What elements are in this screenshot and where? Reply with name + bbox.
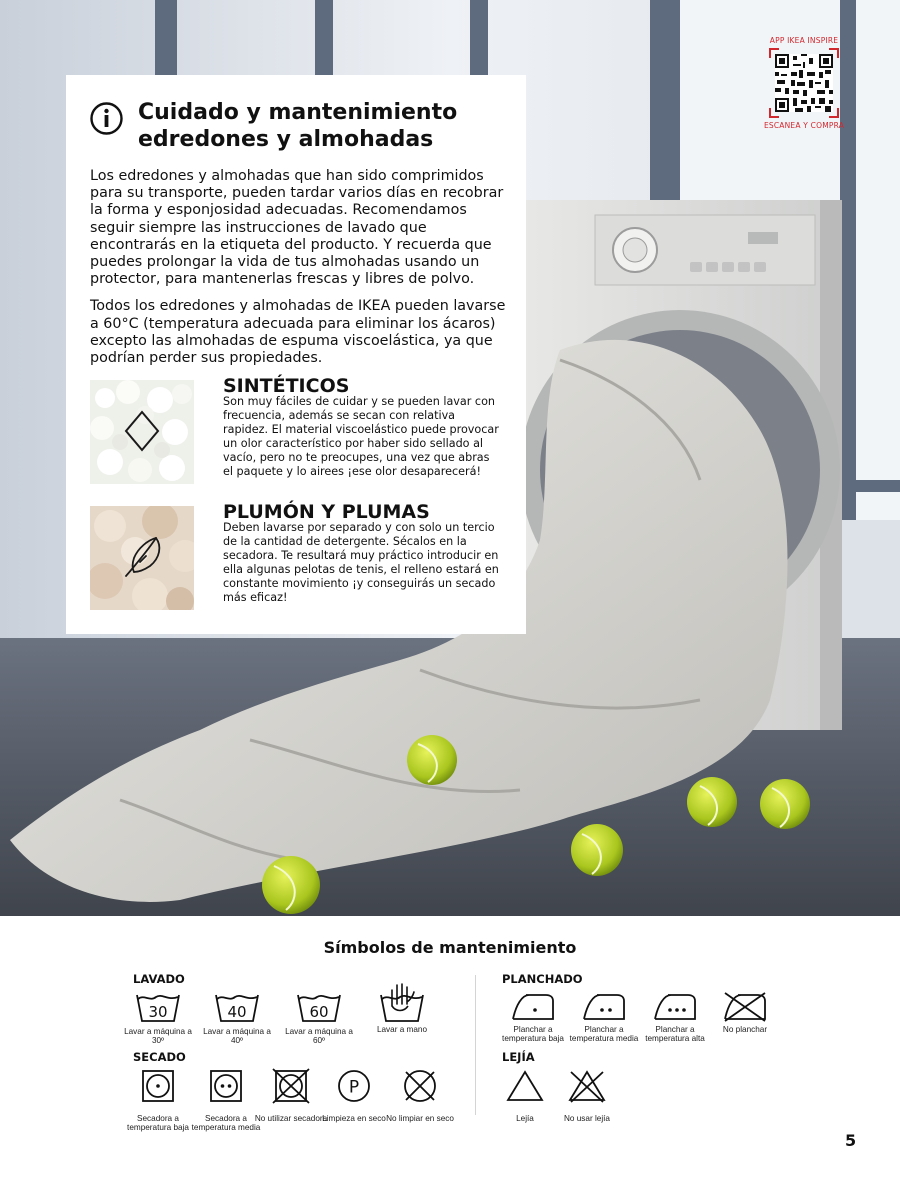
qr-code-block[interactable] (762, 36, 846, 130)
symbol-wash-60 (280, 990, 358, 1045)
svg-text:60: 60 (309, 1003, 329, 1021)
symbol-caption: Planchar a temperatura alta (645, 1025, 705, 1043)
feather-down-thumbnail (90, 506, 194, 610)
secado-label: SECADO (133, 1050, 186, 1064)
tumble-dry-medium-icon (206, 1068, 246, 1106)
iron-low-icon (510, 991, 556, 1023)
symbol-caption: No usar lejía (564, 1114, 610, 1123)
symbols-divider (475, 975, 476, 1115)
card-title: Cuidado y mantenimiento edredones y almohadas (138, 100, 458, 152)
no-tumble-dry-icon (271, 1068, 311, 1106)
dry-clean-p-icon (334, 1068, 374, 1106)
symbol-tumble-dry-low (119, 1068, 197, 1132)
wash-40-icon (213, 990, 261, 1024)
no-bleach-icon (567, 1068, 607, 1106)
symbol-caption: Planchar a temperatura baja (502, 1025, 564, 1043)
no-dry-clean-icon (400, 1068, 440, 1106)
info-icon (90, 102, 123, 135)
lavado-label: LAVADO (133, 972, 185, 986)
svg-text:30: 30 (148, 1003, 168, 1021)
section-plumon (90, 501, 510, 616)
svg-text:P: P (348, 1077, 360, 1098)
qr-pattern (775, 54, 833, 112)
symbol-caption: Lavar a máquina a 60º (285, 1027, 353, 1045)
intro-text (90, 168, 510, 367)
symbol-caption: No planchar (722, 1025, 768, 1034)
iron-medium-icon (581, 991, 627, 1023)
symbol-caption: Lavar a máquina a 30º (124, 1027, 192, 1045)
symbol-caption: Limpieza en seco (322, 1114, 386, 1123)
symbol-caption: Lavar a máquina a 40º (203, 1027, 271, 1045)
wash-60-icon (295, 990, 343, 1024)
symbol-caption: No utilizar secadora (254, 1114, 328, 1123)
hand-wash-icon (378, 982, 426, 1024)
symbol-caption: Secadora a temperatura baja (127, 1114, 189, 1132)
section-text: Deben lavarse por separado y con solo un tercio de la cantidad de detergente. Sécalos en la secadora. Te resultará muy práctico introducir en ella algunas pelotas de tenis, el relleno estará en constante movimiento ¡y conseguirás un secado más eficaz! (223, 521, 499, 604)
wash-30-icon (134, 990, 182, 1024)
section-sinteticos (90, 375, 510, 490)
iron-high-icon (652, 991, 698, 1023)
symbols-title: Símbolos de mantenimiento (323, 938, 577, 957)
no-iron-icon (722, 991, 768, 1023)
svg-text:40: 40 (227, 1003, 247, 1021)
intro-paragraph: Los edredones y almohadas que han sido comprimidos para su transporte, pueden tardar varios días en recobrar la forma y esponjosidad adecuadas. Recomendamos seguir siempre las instrucciones de lavado que encontrarás en la etiqueta del producto. Y recuerda que puedes prolongar la vida de tus almohadas usando un protector, para mantenerlas frescas y libres de polvo. (90, 168, 504, 288)
symbol-caption: No limpiar en seco (386, 1114, 454, 1123)
info-card (66, 75, 526, 634)
symbol-caption: Secadora a temperatura media (191, 1114, 261, 1132)
tumble-dry-low-icon (138, 1068, 178, 1106)
symbol-iron-high (636, 991, 714, 1043)
symbol-wash-30 (119, 990, 197, 1045)
lejia-label: LEJÍA (502, 1050, 535, 1064)
bleach-icon (505, 1068, 545, 1106)
symbol-wash-40 (198, 990, 276, 1045)
qr-bottom-label: ESCANEA Y COMPRA (763, 121, 845, 130)
symbol-caption: Lavar a mano (376, 1025, 428, 1034)
section-text: Son muy fáciles de cuidar y se pueden lavar con frecuencia, además se secan con relativa rapidez. El material viscoelástico puede provocar un olor característico por haber sido sellado al vacío, pero no te preocupes, una vez que abras el paquete y lo airees ¡ese olor desaparecerá! (223, 395, 499, 478)
synthetic-fiber-thumbnail (90, 380, 194, 484)
qr-top-label: APP IKEA INSPIRE (769, 36, 839, 45)
symbol-no-bleach (548, 1068, 626, 1123)
symbol-caption: Lejía (516, 1114, 534, 1123)
intro-paragraph: Todos los edredones y almohadas de IKEA pueden lavarse a 60°C (temperatura adecuada para eliminar los ácaros) excepto las almohadas de espuma viscoelástica, ya que podrían perder sus propiedades. (90, 298, 506, 367)
section-title: SINTÉTICOS (223, 375, 350, 397)
symbol-no-dry-clean (381, 1068, 459, 1123)
planchado-label: PLANCHADO (502, 972, 583, 986)
symbol-iron-medium (565, 991, 643, 1043)
symbol-no-iron (706, 991, 784, 1034)
qr-code[interactable] (769, 48, 839, 118)
page-number: 5 (845, 1131, 857, 1150)
symbol-iron-low (494, 991, 572, 1043)
symbol-caption: Planchar a temperatura media (569, 1025, 639, 1043)
section-title: PLUMÓN Y PLUMAS (223, 501, 430, 523)
symbol-hand-wash (363, 982, 441, 1034)
